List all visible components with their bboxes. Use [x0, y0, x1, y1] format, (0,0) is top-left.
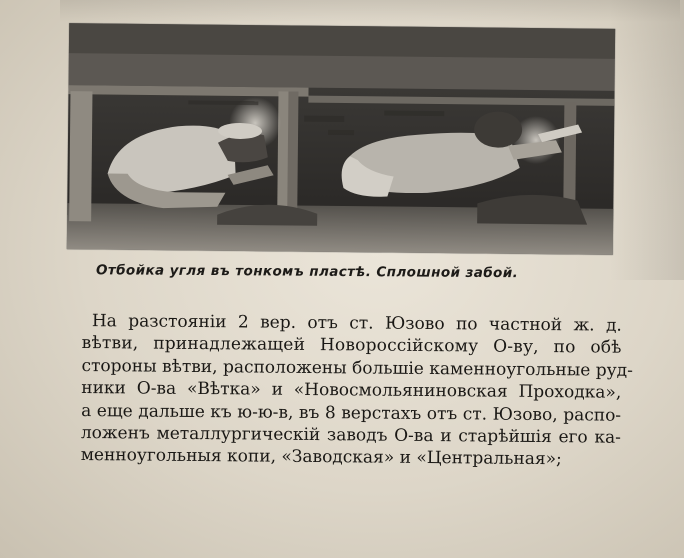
show-through-shadow	[610, 0, 684, 280]
paragraph-line: На разстояніи 2 вер. отъ ст. Юзово по частной ж. д.	[91, 311, 622, 336]
paragraph-line: ники О-ва «Вѣтка» и «Новосмольяниновская Проходка»,	[81, 378, 622, 403]
coal-miners-illustration	[67, 23, 615, 255]
mining-photograph	[67, 23, 615, 255]
paragraph-line: вѣтви, принадлежащей Новороссійскому О-ву, по обѣ	[81, 333, 622, 359]
paragraph-line: ложенъ металлургическій заводъ О-ва и старѣйшія его ка-	[80, 423, 621, 448]
paragraph-line: менноугольныя копи, «Заводская» и «Центральная»;	[80, 445, 562, 470]
body-paragraph	[80, 310, 633, 472]
figure-caption: Отбойка угля въ тонкомъ пластѣ. Сплошной забой.	[95, 262, 519, 282]
paragraph-line: а еще дальше къ ю-ю-в, въ 8 верстахъ отъ ст. Юзово, распо-	[81, 400, 622, 426]
show-through-shadow	[60, 0, 680, 22]
paragraph-line: стороны вѣтви, расположены большіе каменноугольные руд-	[81, 355, 633, 381]
